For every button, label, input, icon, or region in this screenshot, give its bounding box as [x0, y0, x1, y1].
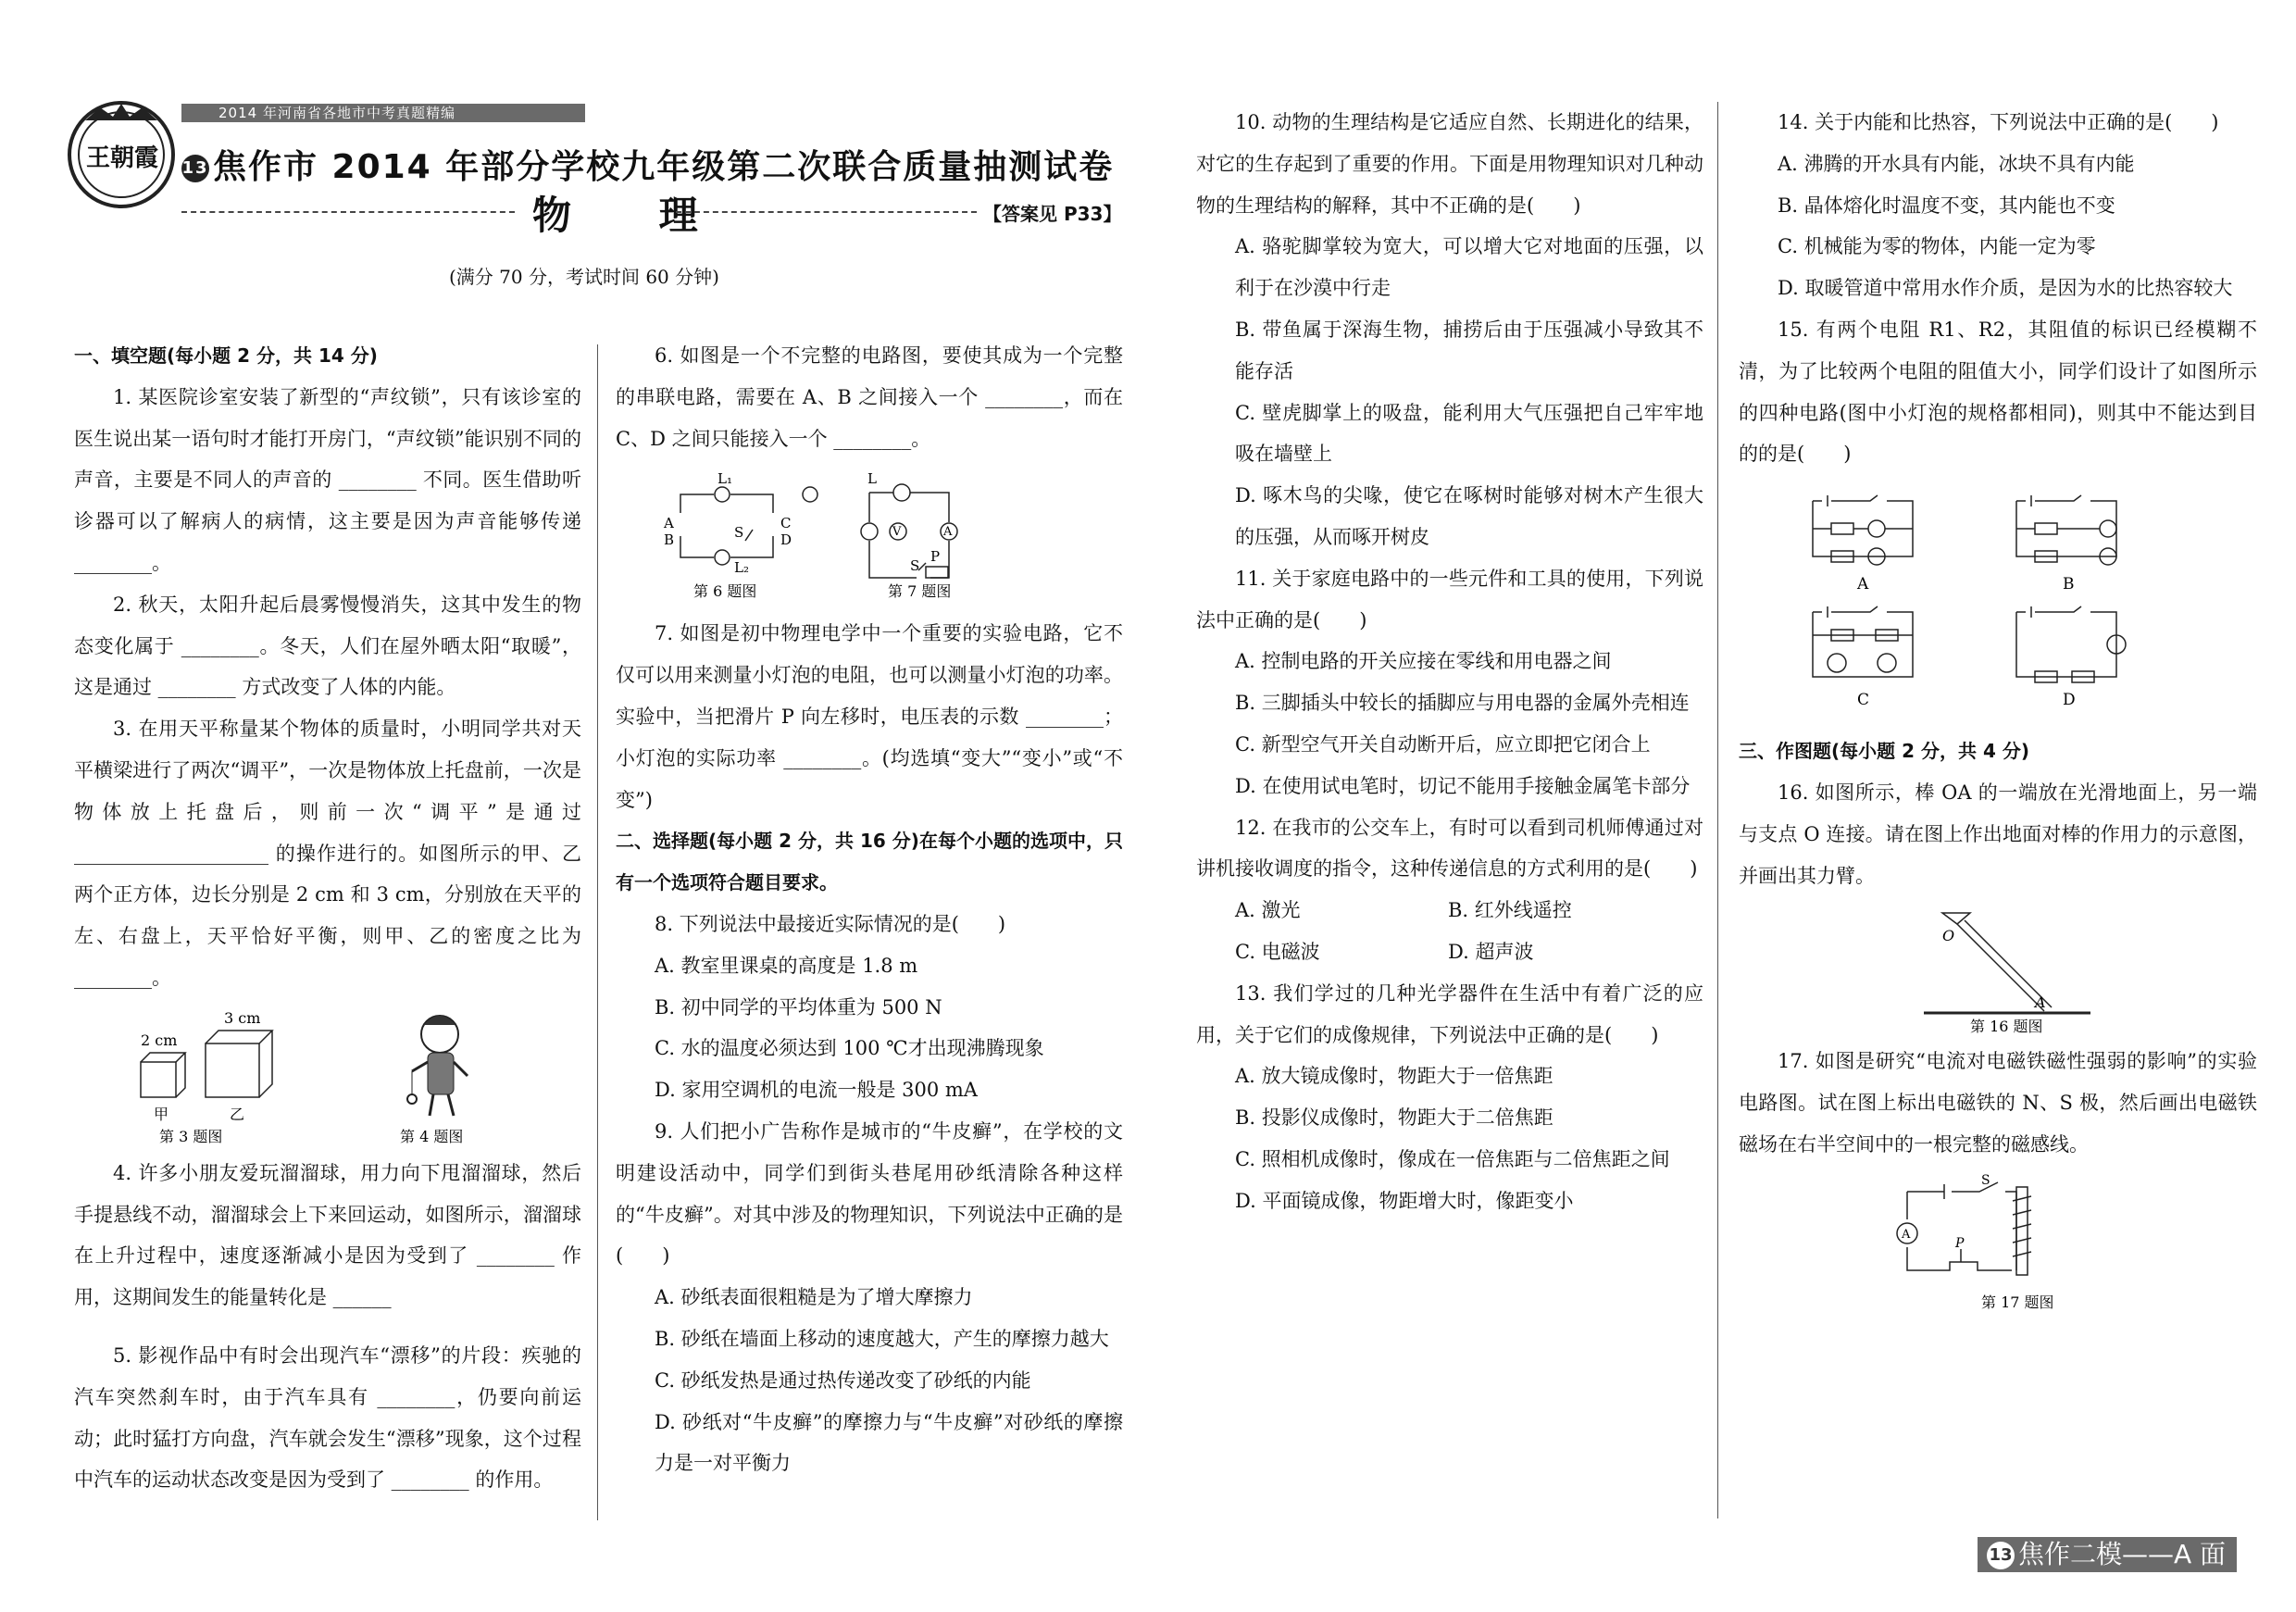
- figure-15-circuits: [1739, 482, 2257, 760]
- svg-text:A: A: [943, 525, 953, 540]
- svg-text:P: P: [930, 548, 941, 566]
- svg-text:S: S: [910, 557, 920, 575]
- title-rule-left: [181, 211, 515, 213]
- q10-option-c: C. 壁虎脚掌上的吸盘，能利用大气压强把自己牢牢地吸在墙壁上: [1235, 401, 1703, 466]
- q11-option-b: B. 三脚插头中较长的插脚应与用电器的金属外壳相连: [1235, 692, 1690, 715]
- column-1: [74, 335, 581, 1501]
- q12-option-a: A. 激光: [1235, 899, 1301, 922]
- fig16-caption: 第 16 题图: [1970, 1018, 2043, 1034]
- q8-option-c: C. 水的温度必须达到 100 ℃才出现沸腾现象: [655, 1037, 1044, 1060]
- fig3-label-yi: 乙: [230, 1105, 245, 1123]
- logo-text: 王朝霞: [85, 144, 158, 172]
- question-11: 11. 关于家庭电路中的一些元件和工具的使用，下列说法中正确的是( ): [1196, 567, 1703, 631]
- question-17: 17. 如图是研究“电流对电磁铁磁性强弱的影响”的实验电路图。试在图上标出电磁铁的 N、S 极，然后画出电磁铁磁场在右半空间中的一根完整的磁感线。: [1739, 1050, 2257, 1156]
- fig15-label-c: C: [1857, 691, 1870, 710]
- q13-option-c: C. 照相机成像时，像成在一倍焦距与二倍焦距之间: [1235, 1147, 1670, 1170]
- q10-option-a: A. 骆驼脚掌较为宽大，可以增大它对地面的压强，以利于在沙漠中行走: [1235, 235, 1703, 300]
- q13-option-d: D. 平面镜成像，物距增大时，像距变小: [1235, 1189, 1574, 1212]
- svg-text:P: P: [1955, 1235, 1965, 1251]
- q9-option-b: B. 砂纸在墙面上移动的速度越大，产生的摩擦力越大: [655, 1327, 1109, 1350]
- question-3: 3. 在用天平称量某个物体的质量时，小明同学共对天平横梁进行了两次“调平”，一次是物体放上托盘前，一次是物体放上托盘后，则前一次“调平”是通过 ____________________ 的操作进行的。如图所示的甲、乙两个正方体，边长分别是 2 cm 和 3 cm，分别放在天平的左、右盘上，天平恰好平衡，则甲、乙的密度之比为 ________。: [74, 718, 581, 989]
- q8-option-a: A. 教室里课桌的高度是 1.8 m: [655, 954, 918, 977]
- figure-4-child-yoyo: [407, 1016, 468, 1116]
- svg-text:A: A: [2035, 993, 2046, 1012]
- fig4-caption: 第 4 题图: [400, 1127, 464, 1145]
- question-14: 14. 关于内能和比热容，下列说法中正确的是( ): [1778, 111, 2219, 133]
- question-1: 1. 某医院诊室安装了新型的“声纹锁”，只有该诊室的医生说出某一语句时才能打开房门，“声纹锁”能识别不同的声音，主要是不同人的声音的 ________ 不同。医生借助听诊器可以了解病人的病情，这主要是因为声音能够传递 ________。: [74, 385, 581, 574]
- question-16: 16. 如图所示，棒 OA 的一端放在光滑地面上，另一端与支点 O 连接。请在图上作出地面对棒的作用力的示意图，并画出其力臂。: [1739, 781, 2257, 887]
- exam-note: (满分 70 分，考试时间 60 分钟): [449, 266, 719, 288]
- answer-reference: 【答案见 P33】: [983, 203, 1122, 225]
- q8-option-d: D. 家用空调机的电流一般是 300 mA: [655, 1079, 978, 1102]
- q13-option-a: A. 放大镜成像时，物距大于一倍焦距: [1235, 1065, 1554, 1088]
- q12-option-d: D. 超声波: [1448, 940, 1534, 963]
- figure-6-7-circuits: [616, 467, 1123, 606]
- fig3-label-a: 2 cm: [141, 1031, 178, 1049]
- page-footer: [1978, 1537, 2237, 1572]
- fig15-label-d: D: [2063, 691, 2076, 710]
- q10-option-d: D. 啄木鸟的尖喙，使它在啄树时能够对树木产生很大的压强，从而啄开树皮: [1235, 484, 1703, 548]
- fig15-label-b: B: [2063, 575, 2075, 594]
- question-2: 2. 秋天，太阳升起后晨雾慢慢消失，这其中发生的物态变化属于 ________。冬天，人们在屋外晒太阳“取暖”，这是通过 ________ 方式改变了人体的内能。: [74, 593, 581, 699]
- series-banner: 2014 年河南省各地市中考真题精编: [181, 104, 585, 122]
- footer-badge: 13: [1987, 1542, 2015, 1569]
- fig3-label-b: 3 cm: [224, 1008, 261, 1027]
- svg-text:O: O: [1942, 927, 1955, 945]
- q11-option-d: D. 在使用试电笔时，切记不能用手接触金属笔卡部分: [1235, 774, 1691, 797]
- q13-option-b: B. 投影仪成像时，物距大于二倍焦距: [1235, 1106, 1554, 1130]
- svg-text:D: D: [780, 531, 792, 549]
- subject-title: 物 理: [532, 193, 735, 238]
- q11-option-c: C. 新型空气开关自动断开后，应立即把它闭合上: [1235, 732, 1651, 756]
- q12-option-b: B. 红外线遥控: [1448, 899, 1572, 922]
- question-4: 4. 许多小朋友爱玩溜溜球，用力向下甩溜溜球，然后手提悬线不动，溜溜球会上下来回运动，如图所示，溜溜球在上升过程中，速度逐渐减小是因为受到了 ________ 作用，这期间发生的能量转化是 ______: [74, 1161, 581, 1309]
- section-1-heading: 一、填空题(每小题 2 分，共 14 分): [74, 344, 378, 367]
- figure-17-electromagnet: [1739, 1173, 2257, 1312]
- question-15: 15. 有两个电阻 R1、R2，其阻值的标识已经模糊不清，为了比较两个电阻的阻值大小，同学们设计了如图所示的四种电路(图中小灯泡的规格都相同)，则其中不能达到目的的是( ): [1739, 318, 2257, 466]
- svg-text:L: L: [867, 470, 877, 488]
- q9-option-c: C. 砂纸发热是通过热传递改变了砂纸的内能: [655, 1368, 1031, 1392]
- q11-option-a: A. 控制电路的开关应接在零线和用电器之间: [1235, 650, 1612, 673]
- question-7: 7. 如图是初中物理电学中一个重要的实验电路，它不仅可以用来测量小灯泡的电阻，也可以测量小灯泡的功率。实验中，当把滑片 P 向左移时，电压表的示数 ________；小灯泡的实际功率 ________。(均选填“变大”“变小”或“不变”): [616, 622, 1123, 811]
- title-rule-right: [676, 211, 977, 213]
- q14-option-d: D. 取暖管道中常用水作介质，是因为水的比热容较大: [1778, 277, 2233, 300]
- question-10: 10. 动物的生理结构是它适应自然、长期进化的结果，对它的生存起到了重要的作用。下面是用物理知识对几种动物的生理结构的解释，其中不正确的是( ): [1196, 111, 1703, 217]
- number-badge: 13: [181, 155, 209, 182]
- q14-option-c: C. 机械能为零的物体，内能一定为零: [1778, 235, 2096, 258]
- question-13: 13. 我们学过的几种光学器件在生活中有着广泛的应用，关于它们的成像规律，下列说法中正确的是( ): [1196, 981, 1703, 1046]
- q9-option-d: D. 砂纸对“牛皮癣”的摩擦力与“牛皮癣”对砂纸的摩擦力是一对平衡力: [655, 1410, 1123, 1475]
- svg-text:V: V: [892, 525, 902, 540]
- column-2: [616, 335, 1123, 1484]
- page-title: [181, 141, 1114, 188]
- section-3-heading: 三、作图题(每小题 2 分，共 4 分): [1739, 740, 2029, 763]
- fig3-label-jia: 甲: [154, 1105, 169, 1123]
- svg-text:A: A: [1902, 1227, 1911, 1242]
- question-6: 6. 如图是一个不完整的电路图，要使其成为一个完整的串联电路，需要在 A、B 之间接入一个 ________，而在 C、D 之间只能接入一个 ________。: [616, 344, 1123, 450]
- svg-text:B: B: [664, 531, 675, 549]
- fig7-caption: 第 7 题图: [888, 582, 952, 601]
- q12-option-c: C. 电磁波: [1235, 940, 1320, 963]
- question-9: 9. 人们把小广告称作是城市的“牛皮癣”，在学校的文明建设活动中，同学们到街头巷尾用砂纸清除各种这样的“牛皮癣”。对其中涉及的物理知识，下列说法中正确的是( ): [616, 1119, 1123, 1268]
- fig17-caption: 第 17 题图: [1981, 1293, 2054, 1311]
- question-8: 8. 下列说法中最接近实际情况的是( ): [655, 912, 1006, 935]
- fig3-caption: 第 3 题图: [159, 1127, 223, 1145]
- q14-option-a: A. 沸腾的开水具有内能，冰块不具有内能: [1778, 152, 2135, 175]
- column-3: [1196, 102, 1703, 1222]
- column-divider: [597, 344, 598, 1520]
- title-text: 焦作市 2014 年部分学校九年级第二次联合质量抽测试卷: [213, 148, 1115, 186]
- svg-text:C: C: [780, 515, 792, 532]
- figures-6-7: [616, 467, 1123, 606]
- question-12: 12. 在我市的公交车上，有时可以看到司机师傅通过对讲机接收调度的指令，这种传递信息的方式利用的是( ): [1196, 816, 1703, 881]
- svg-text:S: S: [734, 524, 744, 542]
- svg-text:A: A: [664, 515, 674, 532]
- q10-option-b: B. 带鱼属于深海生物，捕捞后由于压强减小导致其不能存活: [1235, 318, 1703, 382]
- footer-text: 焦作二模——A 面: [2018, 1539, 2227, 1569]
- fig15-label-a: A: [1857, 575, 1869, 594]
- svg-text:L₂: L₂: [734, 559, 749, 577]
- column-4: [1739, 102, 2257, 1319]
- svg-text:S: S: [1981, 1172, 1990, 1188]
- figure-16-rod: [1739, 904, 2257, 1033]
- question-5: 5. 影视作品中有时会出现汽车“漂移”的片段：疾驰的汽车突然刹车时，由于汽车具有 ________，仍要向前运动；此时猛打方向盘，汽车就会发生“漂移”现象，这个过程中汽车的运动状态改变是因为受到了 ________ 的作用。: [74, 1343, 581, 1492]
- section-2-heading: 二、选择题(每小题 2 分，共 16 分)在每个小题的选项中，只有一个选项符合题目要求。: [616, 830, 1123, 894]
- q8-option-b: B. 初中同学的平均体重为 500 N: [655, 995, 942, 1018]
- q9-option-a: A. 砂纸表面很粗糙是为了增大摩擦力: [655, 1286, 973, 1309]
- fig6-caption: 第 6 题图: [693, 582, 757, 601]
- figures-3-4: [74, 1006, 581, 1145]
- figure-3-cubes: [74, 1006, 581, 1145]
- svg-text:L₁: L₁: [718, 470, 732, 488]
- column-divider: [1717, 102, 1718, 1518]
- q14-option-b: B. 晶体熔化时温度不变，其内能也不变: [1778, 194, 2115, 217]
